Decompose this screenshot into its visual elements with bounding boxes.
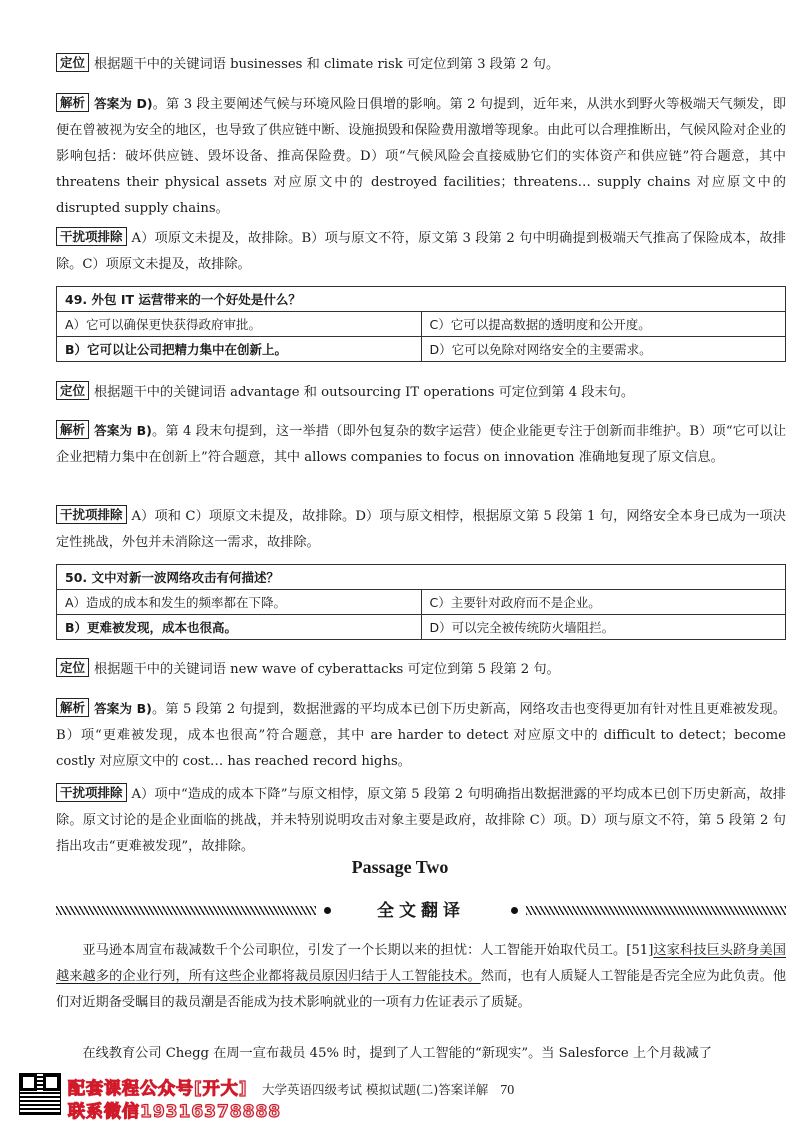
locate-tag: 定位 [56, 658, 89, 677]
q48-locate [56, 52, 786, 78]
locate-text: 根据题干中的关键词语 businesses 和 climate risk 可定位到第 3 段第 2 句。 [94, 57, 560, 72]
translation-paragraph-2 [56, 1041, 786, 1067]
option-b: B）更难被发现，成本也很高。 [57, 615, 422, 640]
qr-code-icon [20, 1074, 60, 1114]
q50-locate [56, 657, 786, 683]
analysis-text: 。第 3 段主要阐述气候与环境风险日俱增的影响。第 2 句提到，近年来，从洪水到野火等极端天气频发，即便在曾被视为安全的地区，也导致了供应链中断、设施损毁和保险费用激增等现象。由此可以合理推断出，气候风险对企业的影响包括：破坏供应链、毁坏设备、推高保险费。D）项“气候风险会直接威胁它们的实体资产和供应链”符合题意，其中 threatens their physical assets 对应原文中的 destroyed facilities；threatens… supply chains 对应原文中的 disrupted supply chains。 [56, 97, 786, 216]
section-title: Passage Two [351, 857, 449, 877]
q49-distractor [56, 504, 786, 556]
question-stem: 49. 外包 IT 运营带来的一个好处是什么？ [57, 287, 786, 312]
locate-text: 根据题干中的关键词语 advantage 和 outsourcing IT operations 可定位到第 4 段末句。 [94, 385, 635, 400]
book-title: 大学英语四级考试 模拟试题(二)答案详解 [262, 1082, 489, 1097]
distractor-tag: 干扰项排除 [56, 783, 127, 802]
option-d: D）它可以免除对网络安全的主要需求。 [421, 337, 786, 362]
analysis-text: 。第 4 段末句提到，这一举措（即外包复杂的数字运营）使企业能更专注于创新而非维护。B）项“它可以让企业把精力集中在创新上”符合题意，其中 allows companies to focus on innovation 准确地复现了原文信息。 [56, 424, 787, 465]
distractor-text: A）项和 C）项原文未提及，故排除。D）项与原文相悖，根据原文第 5 段第 1 句，网络安全本身已成为一项决定性挑战，外包并未消除这一需求，故排除。 [56, 509, 786, 550]
q49-question-table [56, 286, 786, 362]
banner-title: 全文翻译 [377, 901, 465, 921]
page-number: 70 [500, 1083, 515, 1098]
q49-locate [56, 380, 786, 406]
option-b: B）它可以让公司把精力集中在创新上。 [57, 337, 422, 362]
hatch-right-decoration [526, 906, 786, 915]
option-c: C）它可以提高数据的透明度和公开度。 [421, 312, 786, 337]
watermark-line-1: 配套课程公众号[开大] [68, 1079, 248, 1099]
locate-tag: 定位 [56, 381, 89, 400]
translation-text: 然而，也有人质疑人工智能是否完全应为此负责。他们对近期备受瞩目的裁员潮是否能成为技术影响就业的一项有力佐证表示了质疑。 [56, 969, 787, 1010]
q50-analysis [56, 696, 786, 775]
page-footer [0, 1072, 800, 1127]
watermark-line-2: 联系微信19316378888 [68, 1102, 282, 1122]
translation-text: 亚马逊本周宣布裁减数千个公司职位，引发了一个长期以来的担忧：人工智能开始取代员工。[51] [82, 943, 654, 958]
analysis-tag: 解析 [56, 93, 89, 112]
answer-text: 答案为 B) [94, 701, 152, 716]
locate-text: 根据题干中的关键词语 new wave of cyberattacks 可定位到第 5 段第 2 句。 [94, 662, 560, 677]
option-a: A）它可以确保更快获得政府审批。 [57, 312, 422, 337]
analysis-tag: 解析 [56, 420, 89, 439]
translation-banner [56, 897, 786, 925]
option-a: A）造成的成本和发生的频率都在下降。 [57, 590, 422, 615]
translation-text: 在线教育公司 Chegg 在周一宣布裁员 45% 时，提到了人工智能的“新现实”。当 Salesforce 上个月裁减了 [82, 1046, 712, 1061]
bullet-right-icon [511, 907, 518, 914]
option-c: C）主要针对政府而不是企业。 [421, 590, 786, 615]
distractor-text: A）项中“造成的成本下降”与原文相悖，原文第 5 段第 2 句明确指出数据泄露的平均成本已创下历史新高，故排除。原文讨论的是企业面临的挑战，并未特别说明攻击对象主要是政府，故排除 C）项。D）项与原文不符，第 5 段第 2 句指出攻击“更难被发现”，故排除。 [56, 787, 786, 854]
option-d: D）可以完全被传统防火墙阻拦。 [421, 615, 786, 640]
question-stem: 50. 文中对新一波网络攻击有何描述？ [57, 565, 786, 590]
q49-analysis [56, 418, 786, 471]
distractor-text: A）项原文未提及，故排除。B）项与原文不符，原文第 3 段第 2 句中明确提到极端天气推高了保险成本，故排除。C）项原文未提及，故排除。 [56, 231, 786, 272]
locate-tag: 定位 [56, 53, 89, 72]
translation-paragraph-1 [56, 938, 786, 1016]
distractor-tag: 干扰项排除 [56, 505, 127, 524]
q50-distractor [56, 782, 786, 860]
q48-distractor [56, 226, 786, 278]
answer-text: 答案为 B) [94, 423, 152, 438]
page-info [262, 1080, 514, 1099]
distractor-tag: 干扰项排除 [56, 227, 127, 246]
underlined-answer-text: 这家科技巨头跻身美国越来越多的企业行列，所有这些企业都将裁员原因归结于人工智能技术。 [56, 943, 786, 984]
analysis-text: 。第 5 段第 2 句提到，数据泄露的平均成本已创下历史新高，网络攻击也变得更加有针对性且更难被发现。B）项“更难被发现，成本也很高”符合题意，其中 are harder to detect 对应原文中的 difficult to detect；become costly 对应原文中的 cost… has reached record highs。 [56, 702, 786, 769]
answer-text: 答案为 D) [94, 96, 153, 111]
q50-question-table [56, 564, 786, 640]
q48-analysis [56, 91, 786, 222]
analysis-tag: 解析 [56, 698, 89, 717]
